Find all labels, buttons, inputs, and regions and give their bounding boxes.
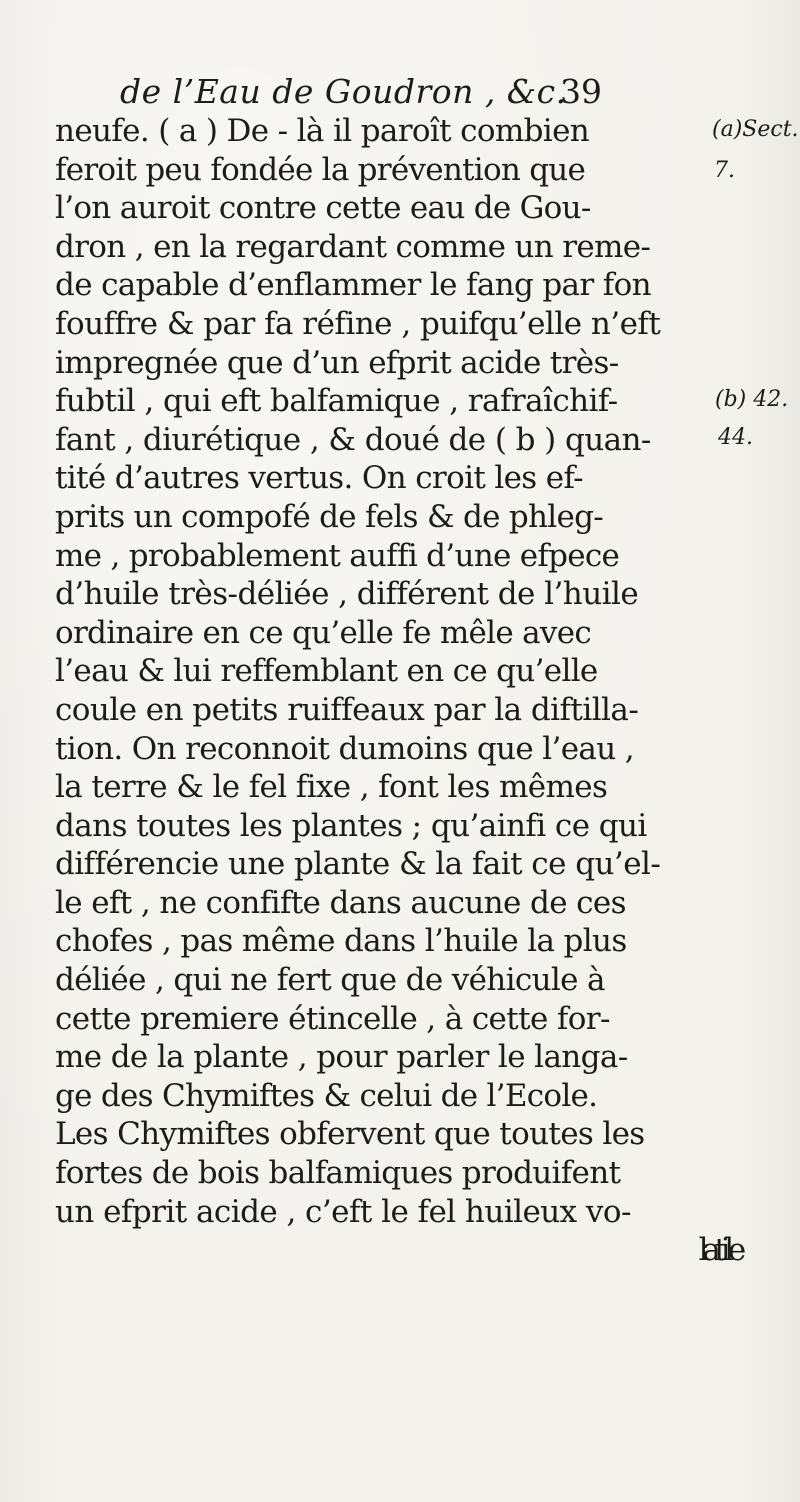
text-line: un efprit acide , c’eft le fel huileux vo- (55, 1193, 631, 1230)
running-head-title: de l’Eau de Goudron , &c. (120, 72, 567, 111)
text-line: prits un compofé de fels & de phleg- (55, 498, 604, 535)
text-line: ordinaire en ce qu’elle fe mêle avec (55, 614, 592, 651)
margin-note: (a)Sect. (712, 117, 799, 142)
page-number: 39 (560, 72, 602, 111)
body-text (55, 112, 745, 1270)
margin-note: 7. (714, 158, 735, 183)
text-line: dans toutes les plantes ; qu’ainfi ce qui (55, 807, 647, 844)
catchword: latile (698, 1232, 740, 1269)
text-line: le eft , ne confifte dans aucune de ces (55, 884, 626, 921)
text-line: de capable d’enflammer le fang par fon (55, 267, 651, 304)
text-line: neufe. ( a ) De - là il paroît combien (55, 113, 590, 149)
text-line: fant , diurétique , & doué de ( b ) quan- (55, 421, 651, 458)
text-line: cette premiere étincelle , à cette for- (55, 1000, 610, 1037)
text-line: fubtil , qui eft balfamique , rafraîchif- (55, 383, 618, 420)
text-line: tité d’autres vertus. On croit les ef- (55, 460, 583, 497)
text-line: coule en petits ruiffeaux par la diftilla- (55, 691, 639, 728)
text-line: dron , en la regardant comme un reme- (55, 228, 651, 265)
margin-note: (b) 42. (715, 387, 789, 412)
text-line: feroit peu fondée la prévention que (55, 151, 586, 188)
text-line: Les Chymiftes obfervent que toutes les (55, 1116, 645, 1153)
text-line: déliée , qui ne fert que de véhicule à (55, 962, 605, 999)
margin-note: 44. (718, 425, 753, 450)
text-line: fortes de bois balfamiques produifent (55, 1155, 621, 1192)
text-line: fouffre & par fa réfine , puifqu’elle n’eft (55, 305, 661, 342)
text-line: la terre & le fel fixe , font les mêmes (55, 769, 608, 806)
text-line: tion. On reconnoit dumoins que l’eau , (55, 730, 634, 767)
text-line: l’on auroit contre cette eau de Gou- (55, 190, 591, 227)
text-line: me de la plante , pour parler le langa- (55, 1039, 628, 1076)
text-line: me , probablement auffi d’une efpece (55, 537, 620, 574)
text-line: impregnée que d’un efprit acide très- (55, 344, 619, 381)
text-line: ge des Chymiftes & celui de l’Ecole. (55, 1077, 598, 1114)
text-line: l’eau & lui reffemblant en ce qu’elle (55, 653, 598, 690)
text-line: chofes , pas même dans l’huile la plus (55, 923, 627, 960)
text-line: d’huile très-déliée , différent de l’huile (55, 576, 639, 613)
text-line: différencie une plante & la fait ce qu’el- (55, 846, 661, 883)
